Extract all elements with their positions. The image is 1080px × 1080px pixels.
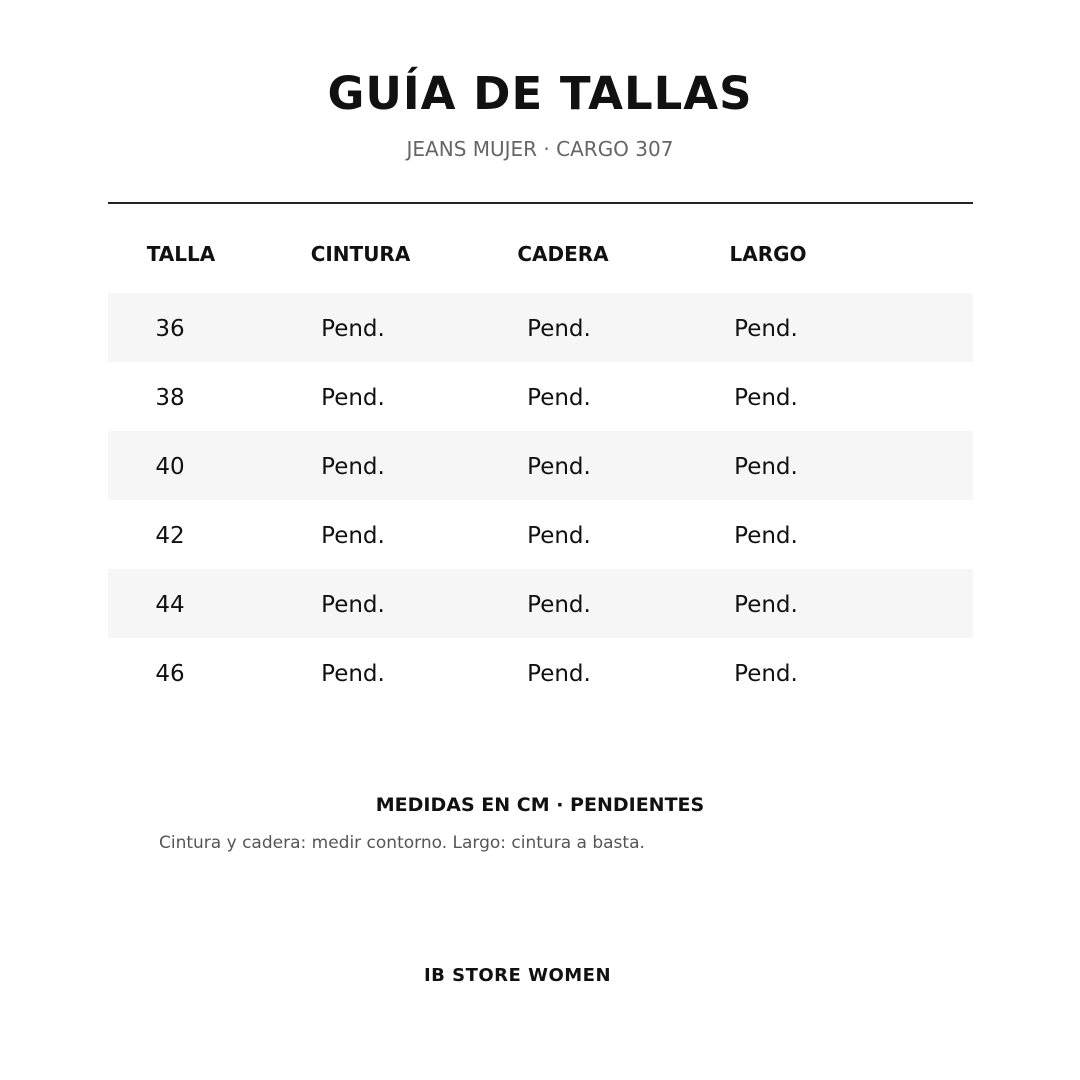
cell-largo: Pend.: [734, 316, 798, 342]
cell-cintura: Pend.: [321, 592, 385, 618]
cell-largo: Pend.: [734, 592, 798, 618]
cell-cadera: Pend.: [527, 385, 591, 411]
size-table: [108, 224, 973, 707]
cell-talla: 36: [155, 316, 185, 342]
cell-cadera: Pend.: [527, 454, 591, 480]
cell-talla: 40: [155, 454, 185, 480]
measurements-note-title: MEDIDAS EN CM · PENDIENTES: [375, 794, 705, 816]
column-header-cadera: CADERA: [517, 242, 609, 266]
measurements-note-text: Cintura y cadera: medir contorno. Largo: cintura a basta.: [159, 833, 645, 853]
cell-largo: Pend.: [734, 454, 798, 480]
cell-talla: 38: [155, 385, 185, 411]
cell-talla: 46: [155, 661, 185, 687]
cell-largo: Pend.: [734, 661, 798, 687]
cell-largo: Pend.: [734, 523, 798, 549]
cell-talla: 44: [155, 592, 185, 618]
cell-cadera: Pend.: [527, 592, 591, 618]
cell-cintura: Pend.: [321, 661, 385, 687]
cell-talla: 42: [155, 523, 185, 549]
cell-cadera: Pend.: [527, 661, 591, 687]
table-row: [108, 362, 973, 431]
column-header-talla: TALLA: [146, 242, 216, 266]
table-row: [108, 569, 973, 638]
table-row: [108, 638, 973, 707]
cell-cintura: Pend.: [321, 454, 385, 480]
cell-cadera: Pend.: [527, 316, 591, 342]
column-header-largo: LARGO: [729, 242, 807, 266]
cell-largo: Pend.: [734, 385, 798, 411]
cell-cintura: Pend.: [321, 523, 385, 549]
table-row: [108, 293, 973, 362]
column-header-cintura: CINTURA: [310, 242, 411, 266]
table-row: [108, 500, 973, 569]
header-divider: [108, 202, 973, 204]
page-title: GUÍA DE TALLAS: [327, 67, 753, 120]
brand-footer: IB STORE WOMEN: [423, 965, 612, 986]
cell-cintura: Pend.: [321, 316, 385, 342]
cell-cintura: Pend.: [321, 385, 385, 411]
page-subtitle: JEANS MUJER · CARGO 307: [406, 137, 674, 161]
cell-cadera: Pend.: [527, 523, 591, 549]
table-header: [108, 224, 973, 293]
table-row: [108, 431, 973, 500]
